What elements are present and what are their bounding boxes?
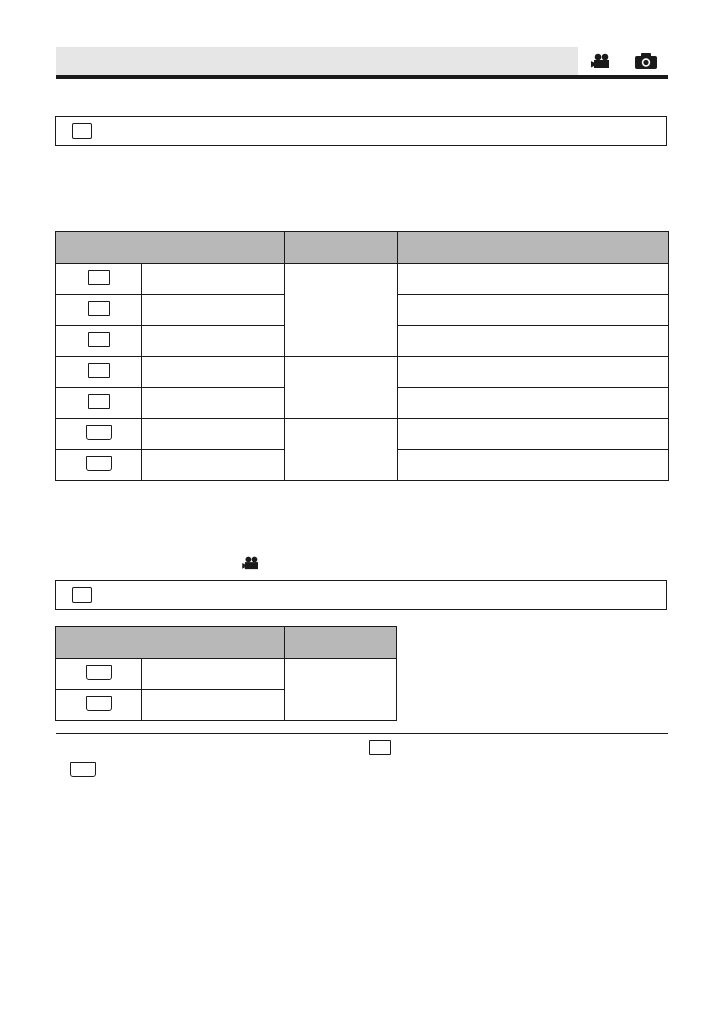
row-label bbox=[142, 419, 285, 450]
mode-icon bbox=[88, 332, 110, 347]
table-header-mode bbox=[56, 232, 285, 264]
notes-divider bbox=[56, 733, 668, 734]
mode-icon bbox=[88, 394, 110, 409]
menu-operation-box bbox=[55, 580, 667, 610]
row-description bbox=[398, 388, 669, 419]
row-description bbox=[398, 295, 669, 326]
table-header-group bbox=[285, 627, 397, 659]
menu-key-icon bbox=[72, 123, 92, 139]
mode-icon-wide bbox=[70, 762, 96, 777]
mode-icon bbox=[88, 363, 110, 378]
mode-icon-wide bbox=[86, 425, 112, 440]
table-header-mode bbox=[56, 627, 285, 659]
menu-operation-box bbox=[55, 116, 667, 146]
mode-icon bbox=[88, 301, 110, 316]
table-row bbox=[56, 659, 397, 690]
row-description bbox=[398, 419, 669, 450]
mode-icon-wide bbox=[86, 665, 112, 680]
row-group bbox=[285, 419, 398, 481]
table-header-row bbox=[56, 627, 397, 659]
row-description bbox=[398, 264, 669, 295]
row-label bbox=[142, 659, 285, 690]
table-row bbox=[56, 419, 669, 450]
row-label bbox=[142, 295, 285, 326]
row-label bbox=[142, 357, 285, 388]
movie-camera-icon bbox=[589, 53, 613, 69]
mode-icon bbox=[88, 270, 110, 285]
row-label bbox=[142, 690, 285, 721]
table-header-group bbox=[285, 232, 398, 264]
movie-camera-icon bbox=[240, 556, 262, 570]
row-label bbox=[142, 264, 285, 295]
row-description bbox=[398, 326, 669, 357]
row-label bbox=[142, 326, 285, 357]
mode-table bbox=[55, 231, 669, 481]
row-label bbox=[142, 388, 285, 419]
mode-icon bbox=[369, 740, 391, 755]
mode-icon-wide bbox=[86, 456, 112, 471]
menu-key-icon bbox=[72, 587, 92, 603]
row-description bbox=[398, 450, 669, 481]
header-mode-icons bbox=[578, 47, 668, 75]
mode-icon-wide bbox=[86, 696, 112, 711]
header-divider bbox=[56, 75, 668, 79]
row-label bbox=[142, 450, 285, 481]
table-header-row bbox=[56, 232, 669, 264]
table-header-description bbox=[398, 232, 669, 264]
table-row bbox=[56, 357, 669, 388]
row-group bbox=[285, 659, 397, 721]
mode-table-motion bbox=[55, 626, 397, 721]
row-group bbox=[285, 264, 398, 357]
table-row bbox=[56, 264, 669, 295]
row-description bbox=[398, 357, 669, 388]
row-group bbox=[285, 357, 398, 419]
still-camera-icon bbox=[634, 52, 658, 70]
section-header-bar bbox=[56, 47, 578, 75]
